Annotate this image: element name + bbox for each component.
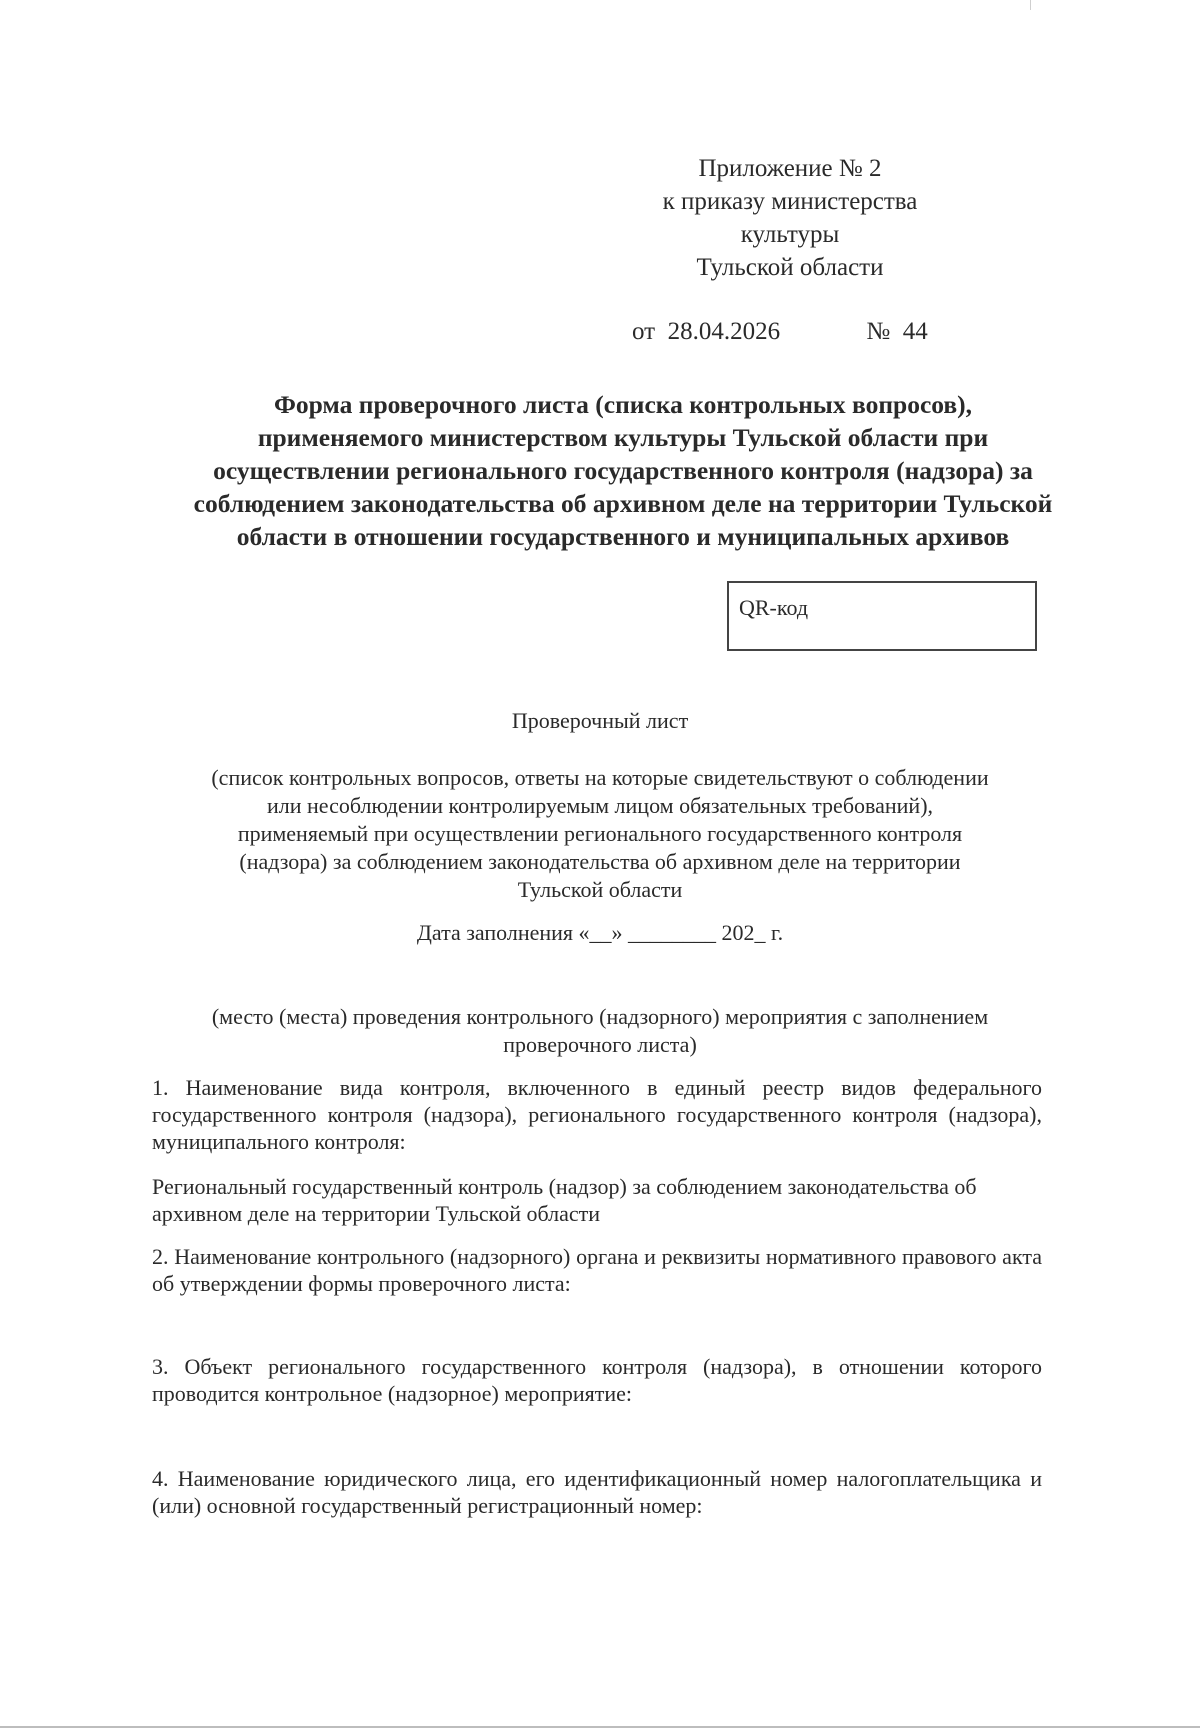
checklist-description	[150, 764, 1050, 904]
scan-mark	[1030, 0, 1031, 10]
annex-line: Приложение № 2	[698, 155, 882, 182]
description-line: (надзора) за соблюдением законодательства об архивном деле на территории	[239, 849, 961, 874]
place-line: проверочного листа)	[503, 1032, 697, 1057]
item-2-control-body: 2. Наименование контрольного (надзорного) органа и реквизиты нормативного правового акта об утверждении формы проверочного листа:	[152, 1244, 1042, 1296]
item-1-answer: Региональный государственный контроль (надзор) за соблюдением законодательства об архивном деле на территории Тульской области	[152, 1174, 977, 1226]
title-line: осуществлении регионального государственного контроля (надзора) за	[213, 456, 1033, 485]
annex-line: культуры	[740, 221, 840, 248]
title-line: Форма проверочного листа (списка контрольных вопросов),	[273, 390, 973, 419]
order-date-number	[632, 318, 928, 346]
order-number-prefix: №	[866, 318, 891, 345]
inspection-place	[150, 1003, 1050, 1059]
place-line: (место (места) проведения контрольного (надзорного) мероприятия с заполнением	[211, 1004, 989, 1029]
title-line: соблюдением законодательства об архивном деле на территории Тульской	[193, 489, 1053, 518]
checklist-subtitle: Проверочный лист	[511, 708, 689, 733]
annex-line: Тульской области	[696, 254, 884, 281]
description-line: (список контрольных вопросов, ответы на которые свидетельствуют о соблюдении	[211, 765, 989, 790]
item-1-control-type: 1. Наименование вида контроля, включенного в единый реестр видов федерального государственного контроля (надзора), регионального государственного контроля (надзора), муниципального контроля:	[152, 1075, 1042, 1154]
description-line: применяемый при осуществлении регионального государственного контроля	[237, 821, 963, 846]
description-line: Тульской области	[517, 877, 683, 902]
item-3-control-object: 3. Объект регионального государственного контроля (надзора), в отношении которого проводится контрольное (надзорное) мероприятие:	[152, 1354, 1042, 1406]
order-number: 44	[902, 318, 928, 345]
title-line: области в отношении государственного и муниципальных архивов	[236, 522, 1010, 551]
order-date-prefix: от	[632, 318, 656, 345]
item-4-legal-entity: 4. Наименование юридического лица, его идентификационный номер налогоплательщика и (или) основной государственный регистрационный номер:	[152, 1466, 1042, 1518]
bottom-edge-line	[0, 1726, 1200, 1728]
qr-code-box	[727, 581, 1037, 651]
document-title	[128, 388, 1118, 553]
fill-date: Дата заполнения «__» ________ 202_ г.	[416, 920, 784, 945]
title-line: применяемого министерством культуры Тульской области при	[257, 423, 989, 452]
qr-code-label: QR-код	[739, 595, 809, 620]
annex-line: к приказу министерства	[662, 188, 918, 215]
description-line: или несоблюдении контролируемым лицом обязательных требований),	[266, 793, 934, 818]
annex-header	[600, 152, 980, 284]
order-date: 28.04.2026	[667, 318, 781, 345]
